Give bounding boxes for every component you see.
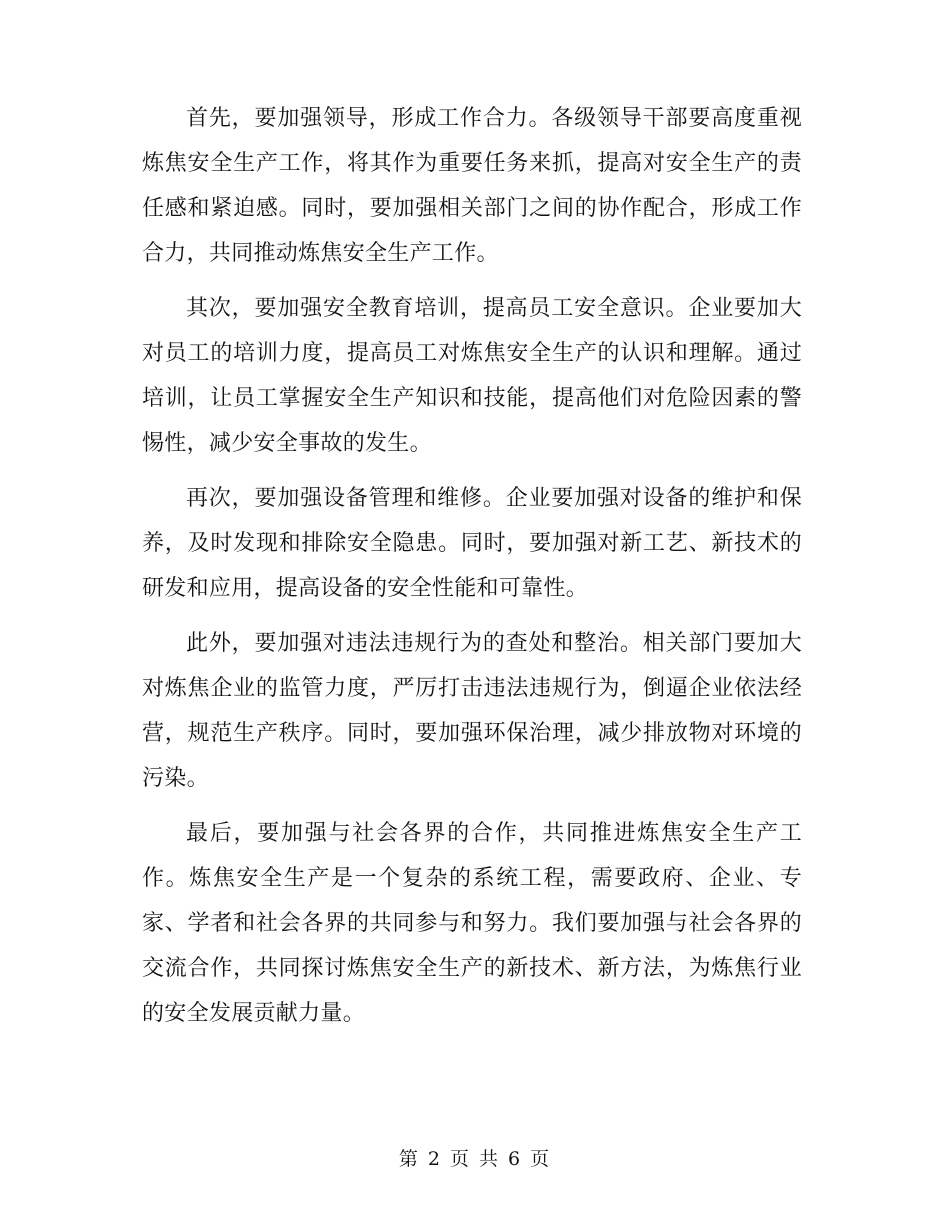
paragraph-enforcement: 此外，要加强对违法违规行为的查处和整治。相关部门要加大对炼焦企业的监管力度，严厉打击违法违规行为，倒逼企业依法经营，规范生产秩序。同时，要加强环保治理，减少排放物对环境的污染。 — [142, 631, 802, 791]
paragraph-equipment: 再次，要加强设备管理和维修。企业要加强对设备的维护和保养，及时发现和排除安全隐患。同时，要加强对新工艺、新技术的研发和应用，提高设备的安全性能和可靠性。 — [142, 486, 802, 601]
document-body — [142, 96, 802, 1046]
page-number-footer: 第 2 页 共 6 页 — [398, 1148, 552, 1170]
paragraph-training: 其次，要加强安全教育培训，提高员工安全意识。企业要加大对员工的培训力度，提高员工对炼焦安全生产的认识和理解。通过培训，让员工掌握安全生产知识和技能，提高他们对危险因素的警惕性，减少安全事故的发生。 — [142, 296, 802, 456]
paragraph-cooperation: 最后，要加强与社会各界的合作，共同推进炼焦安全生产工作。炼焦安全生产是一个复杂的系统工程，需要政府、企业、专家、学者和社会各界的共同参与和努力。我们要加强与社会各界的交流合作，共同探讨炼焦安全生产的新技术、新方法，为炼焦行业的安全发展贡献力量。 — [142, 821, 802, 1026]
paragraph-leadership: 首先，要加强领导，形成工作合力。各级领导干部要高度重视炼焦安全生产工作，将其作为重要任务来抓，提高对安全生产的责任感和紧迫感。同时，要加强相关部门之间的协作配合，形成工作合力，共同推动炼焦安全生产工作。 — [142, 106, 802, 266]
